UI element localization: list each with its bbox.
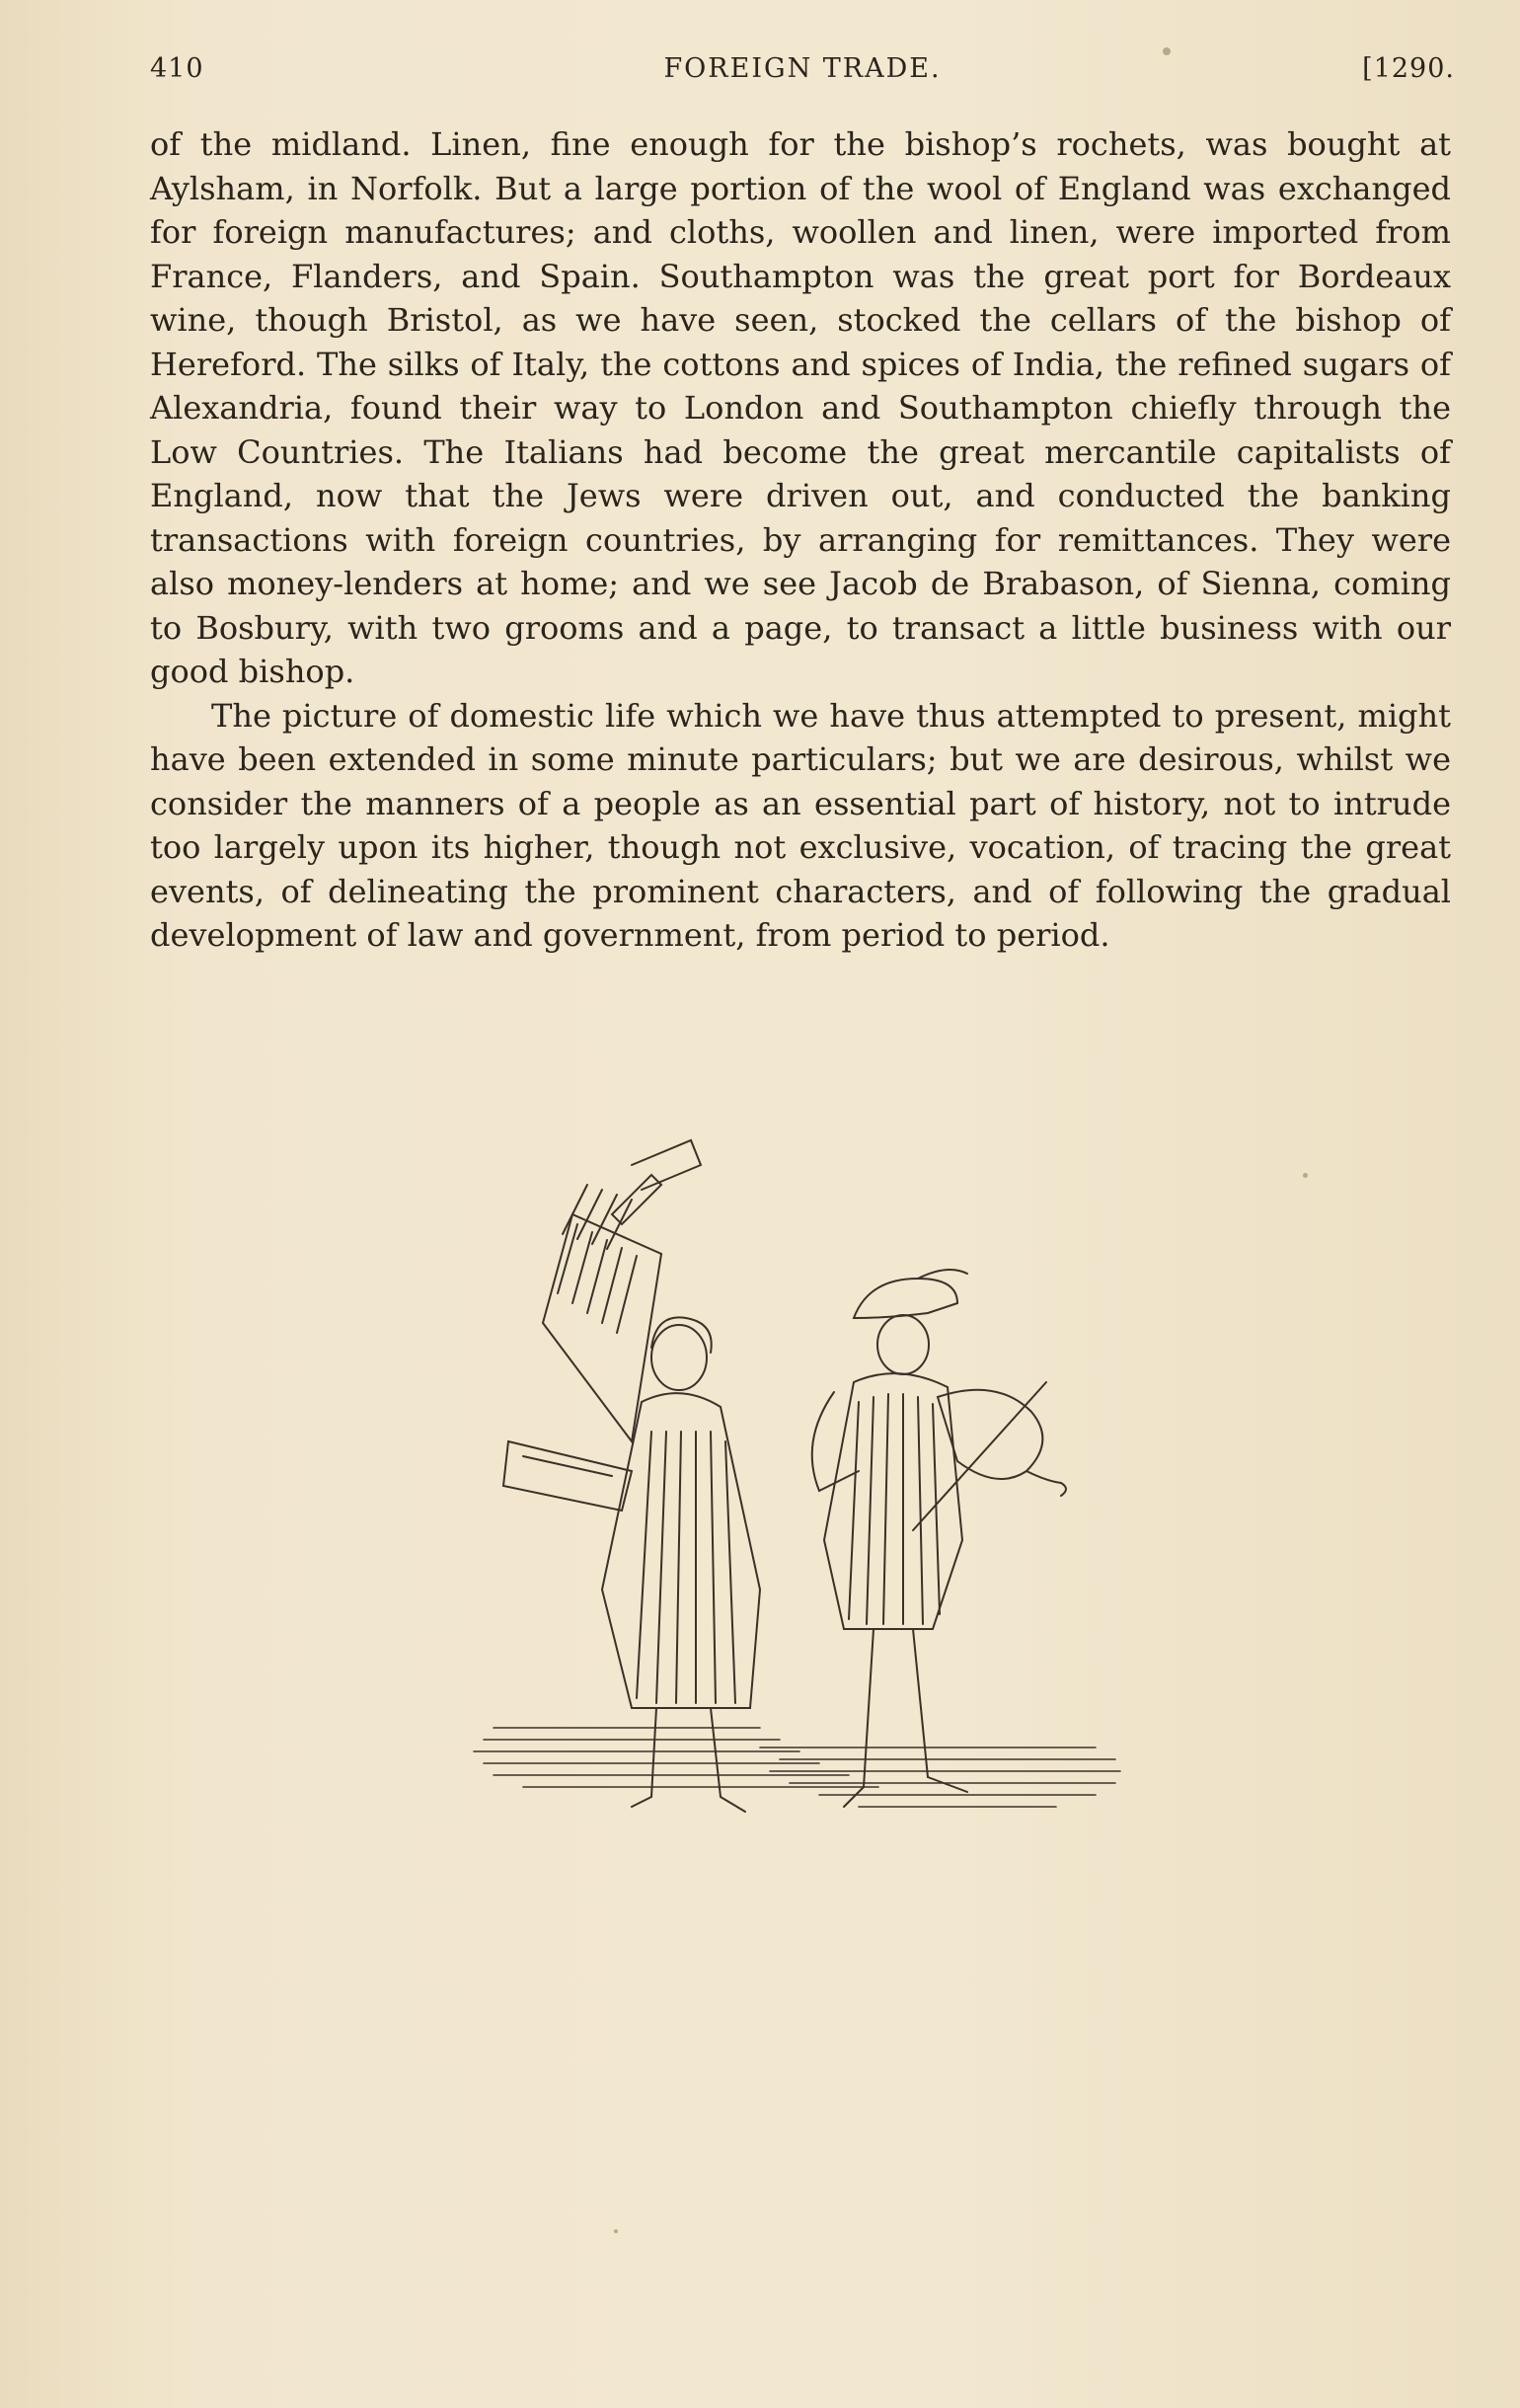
paper-speck xyxy=(614,2229,618,2233)
minstrels-engraving xyxy=(464,1116,1135,1905)
page-title: FOREIGN TRADE. xyxy=(663,53,942,84)
body-text xyxy=(150,122,1451,958)
paragraph-domestic-life: The picture of domestic life which we have thus attempted to present, might have been extended in some minute particulars; but we are desirous, whilst we consider the manners of a people as an essential part of history, not to intrude too largely upon its higher, though not exclusive, vocation, of tracing the great events, of delineating the prominent characters, and of following the gradual development of law and government, from period to period. xyxy=(150,696,1451,954)
ground-shadow xyxy=(474,1728,1120,1807)
left-minstrel xyxy=(503,1140,760,1812)
page-number: 410 xyxy=(150,53,204,84)
paper-speck xyxy=(1163,47,1171,55)
page-year: [1290. xyxy=(1362,53,1455,84)
engraving-two-minstrels-icon xyxy=(464,1116,1135,1905)
right-minstrel xyxy=(812,1270,1066,1807)
paragraph-continuation: of the midland. Linen, fine enough for the bishop’s rochets, was bought at Aylsham, in Norfolk. But a large portion of the wool of England was exchanged for foreign manufactures; and cloths, woollen and linen, were imported from France, Flanders, and Spain. Southampton was the great port for Bordeaux wine, though Bristol, as we have seen, stocked the cellars of the bishop of Hereford. The silks of Italy, the cottons and spices of India, the refined sugars of Alexandria, found their way to London and Southampton chiefly through the Low Countries. The Italians had become the great mercantile capitalists of England, now that the Jews were driven out, and conducted the banking transactions with foreign countries, by arranging for remittances. They were also money-lenders at home; and we see Jacob de Brabason, of Sienna, coming to Bosbury, with two grooms and a page, to transact a little business with our good bishop. xyxy=(150,125,1451,690)
paper-speck xyxy=(1303,1173,1308,1178)
running-header xyxy=(150,53,1455,93)
